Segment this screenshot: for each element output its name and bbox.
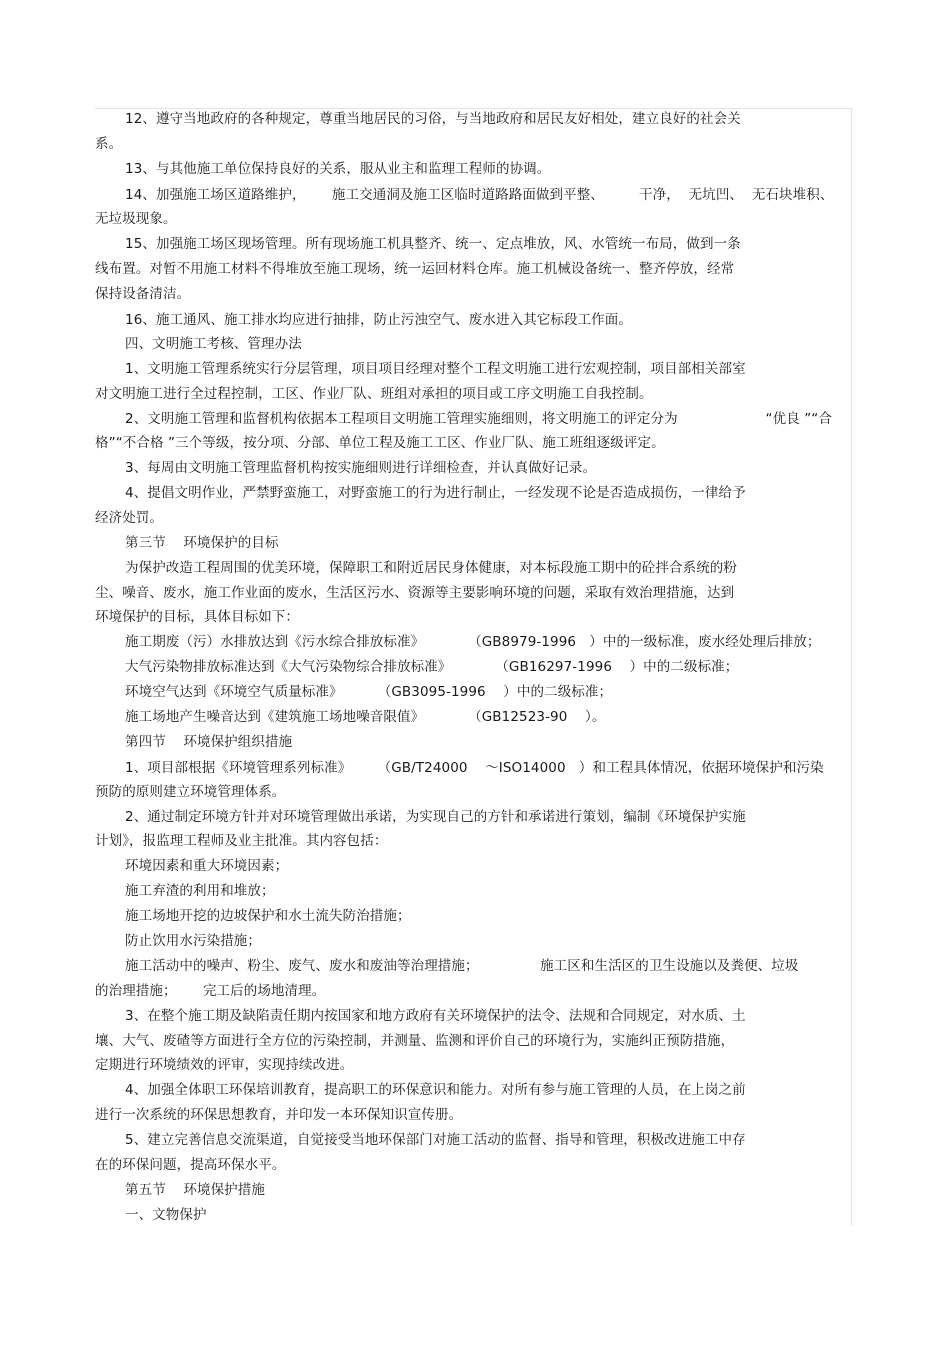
text-line: 5、建立完善信息交流渠道，自觉接受当地环保部门对施工活动的监督、指导和管理，积极改进施工中存 bbox=[125, 1132, 746, 1148]
text-line: 4、提倡文明作业，严禁野蛮施工，对野蛮施工的行为进行制止，一经发现不论是否造成损伤，一律给予 bbox=[125, 485, 746, 501]
text-line: 环境空气达到《环境空气质量标准》 （GB3095-1996 ）中的二级标准； bbox=[125, 684, 613, 700]
text-line: 3、每周由文明施工管理监督机构按实施细则进行详细检查，并认真做好记录。 bbox=[125, 460, 597, 476]
text-line: 经济处罚。 bbox=[95, 510, 163, 526]
text-line: 进行一次系统的环保思想教育，并印发一本环保知识宣传册。 bbox=[95, 1107, 463, 1123]
text-line: 12、遵守当地政府的各种规定，尊重当地居民的习俗，与当地政府和居民友好相处，建立良好的社会关 bbox=[125, 111, 741, 127]
text-line: 施工弃渣的利用和堆放； bbox=[125, 883, 275, 899]
page-right-border bbox=[851, 108, 852, 1226]
text-line: 定期进行环境绩效的评审，实现持续改进。 bbox=[95, 1057, 354, 1073]
text-line: 1、项目部根据《环境管理系列标准》 （GB/T24000 ～ISO14000 ）和工程具体情况，依据环境保护和污染 bbox=[125, 760, 824, 776]
text-line: 环境保护的目标，具体目标如下： bbox=[95, 609, 299, 625]
text-line: 施工场地产生噪音达到《建筑施工场地噪音限值》 （GB12523-90 ）。 bbox=[125, 709, 606, 725]
text-line: 2、文明施工管理和监督机构依据本工程项目文明施工管理实施细则，将文明施工的评定分为 “优良 ”“合 bbox=[125, 411, 832, 427]
section-heading: 第五节 环境保护措施 bbox=[125, 1182, 265, 1198]
text-line: 4、加强全体职工环保培训教育，提高职工的环保意识和能力。对所有参与施工管理的人员，在上岗之前 bbox=[125, 1082, 746, 1098]
text-line: 15、加强施工场区现场管理。所有现场施工机具整齐、统一、定点堆放，风、水管统一布局，做到一条 bbox=[125, 236, 741, 252]
text-line: 系。 bbox=[95, 136, 123, 152]
text-line: 计划》，报监理工程师及业主批准。其内容包括： bbox=[95, 833, 388, 849]
text-line: 预防的原则建立环境管理体系。 bbox=[95, 784, 286, 800]
text-line: 3、在整个施工期及缺陷责任期内按国家和地方政府有关环境保护的法令、法规和合同规定，对水质、土 bbox=[125, 1008, 746, 1024]
text-line: 的治理措施； 完工后的场地清理。 bbox=[95, 983, 326, 999]
text-line: 格”“不合格 ”三个等级，按分项、分部、单位工程及施工工区、作业厂队、施工班组逐级评定。 bbox=[95, 435, 665, 451]
text-line: 施工期废（污）水排放达到《污水综合排放标准》 （GB8979-1996 ）中的一级标准，废水经处理后排放； bbox=[125, 634, 821, 650]
text-line: 尘、噪音、废水，施工作业面的废水，生活区污水、资源等主要影响环境的问题，采取有效治理措施，达到 bbox=[95, 585, 735, 601]
text-line: 线布置。对暂不用施工材料不得堆放至施工现场，统一运回材料仓库。施工机械设备统一、整齐停放，经常 bbox=[95, 261, 735, 277]
text-line: 1、文明施工管理系统实行分层管理，项目项目经理对整个工程文明施工进行宏观控制，项目部相关部室 bbox=[125, 361, 746, 377]
text-line: 大气污染物排放标准达到《大气污染物综合排放标准》 （GB16297-1996 ）中的二级标准； bbox=[125, 659, 739, 675]
page-top-border bbox=[95, 108, 852, 109]
section-heading: 第三节 环境保护的目标 bbox=[125, 535, 279, 551]
text-line: 对文明施工进行全过程控制，工区、作业厂队、班组对承担的项目或工序文明施工自我控制。 bbox=[95, 386, 653, 402]
text-line: 保持设备清洁。 bbox=[95, 286, 191, 302]
text-line: 施工场地开挖的边坡保护和水土流失防治措施； bbox=[125, 908, 411, 924]
text-line: 为保护改造工程周围的优美环境，保障职工和附近居民身体健康，对本标段施工期中的砼拌合系统的粉 bbox=[125, 560, 737, 576]
text-line: 防止饮用水污染措施； bbox=[125, 933, 261, 949]
text-line: 2、通过制定环境方针并对环境管理做出承诺，为实现自己的方针和承诺进行策划，编制《环境保护实施 bbox=[125, 809, 746, 825]
text-line: 16、施工通风、施工排水均应进行抽排，防止污浊空气、废水进入其它标段工作面。 bbox=[125, 312, 632, 328]
text-line: 无垃圾现象。 bbox=[95, 211, 177, 227]
text-line: 施工活动中的噪声、粉尘、废气、废水和废油等治理措施； 施工区和生活区的卫生设施以及粪便、垃圾 bbox=[125, 958, 799, 974]
section-heading: 四、文明施工考核、管理办法 bbox=[125, 336, 302, 352]
section-heading: 第四节 环境保护组织措施 bbox=[125, 734, 293, 750]
text-line: 壤、大气、废碴等方面进行全方位的污染控制，并测量、监测和评价自己的环境行为，实施纠正预防措施， bbox=[95, 1033, 735, 1049]
text-line: 在的环保问题，提高环保水平。 bbox=[95, 1157, 286, 1173]
section-heading: 一、文物保护 bbox=[125, 1207, 207, 1223]
text-line: 13、与其他施工单位保持良好的关系，服从业主和监理工程师的协调。 bbox=[125, 161, 551, 177]
text-line: 14、加强施工场区道路维护， 施工交通洞及施工区临时道路路面做到平整、 干净， 无坑凹、 无石块堆积、 bbox=[125, 187, 834, 203]
text-line: 环境因素和重大环境因素； bbox=[125, 858, 289, 874]
